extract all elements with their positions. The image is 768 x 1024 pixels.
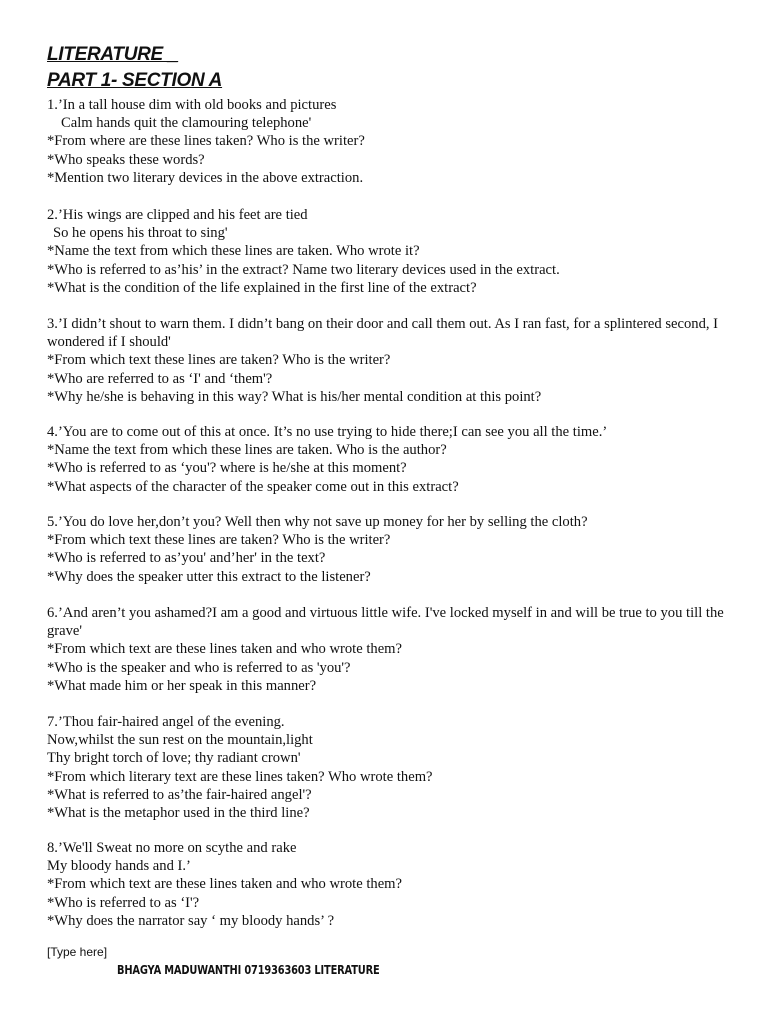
- question-line: *Who is the speaker and who is referred to as 'you'?: [47, 659, 351, 676]
- question-line: *Name the text from which these lines are taken. Who wrote it?: [47, 243, 420, 260]
- question-line: My bloody hands and I.’: [47, 858, 191, 875]
- question-line: 7.’Thou fair-haired angel of the evening.: [47, 714, 285, 730]
- question-line: *Who is referred to as’you' and’her' in the text?: [47, 550, 326, 567]
- document-title: LITERATURE _: [47, 44, 179, 65]
- question-line: *Why does the speaker utter this extract to the listener?: [47, 568, 371, 585]
- document-subtitle: PART 1- SECTION A: [47, 70, 223, 91]
- question-6: [47, 604, 737, 695]
- question-line: So he opens his throat to sing': [53, 225, 228, 242]
- question-line: *What is the condition of the life explained in the first line of the extract?: [47, 279, 477, 296]
- question-line: *Why does the narrator say ‘ my bloody hands’ ?: [47, 912, 335, 929]
- question-line: *Who is referred to as’his’ in the extract? Name two literary devices used in the extract.: [47, 261, 560, 278]
- question-line: 6.’And aren’t you ashamed?I am a good and virtuous little wife. I've locked myself in and will be true to you till the grave': [47, 605, 724, 640]
- question-2: [47, 206, 737, 297]
- question-line: 1.’In a tall house dim with old books and pictures: [47, 97, 337, 113]
- question-line: 8.’We'll Sweat no more on scythe and rake: [47, 840, 297, 856]
- question-line: Now,whilst the sun rest on the mountain,light: [47, 732, 313, 749]
- question-line: *From where are these lines taken? Who is the writer?: [47, 133, 365, 150]
- question-1: [47, 96, 737, 187]
- question-5: [47, 513, 737, 586]
- question-line: 4.’You are to come out of this at once. It’s no use trying to hide there;I can see you all the time.’: [47, 424, 608, 440]
- question-3: [47, 315, 737, 406]
- question-line: Thy bright torch of love; thy radiant crown': [47, 750, 301, 767]
- question-line: *What made him or her speak in this manner?: [47, 677, 317, 694]
- question-line: *Who speaks these words?: [47, 151, 205, 168]
- question-8: [47, 839, 737, 930]
- question-line: *From which text these lines are taken? Who is the writer?: [47, 532, 391, 549]
- question-line: *What is referred to as’the fair-haired angel'?: [47, 786, 312, 803]
- question-line: Calm hands quit the clamouring telephone': [61, 115, 312, 132]
- question-line: *What aspects of the character of the speaker come out in this extract?: [47, 478, 459, 495]
- question-line: *What is the metaphor used in the third line?: [47, 805, 310, 822]
- question-line: *From which text these lines are taken? Who is the writer?: [47, 352, 391, 369]
- question-line: *Why he/she is behaving in this way? What is his/her mental condition at this point?: [47, 388, 542, 405]
- question-line: *Who is referred to as ‘you'? where is he/she at this moment?: [47, 460, 407, 477]
- question-line: *Mention two literary devices in the above extraction.: [47, 169, 364, 186]
- question-line: *From which text are these lines taken and who wrote them?: [47, 641, 403, 658]
- question-line: 2.’His wings are clipped and his feet are tied: [47, 207, 308, 223]
- question-4: [47, 423, 737, 496]
- footer-placeholder: [Type here]: [47, 945, 108, 959]
- question-line: 3.’I didn’t shout to warn them. I didn’t bang on their door and call them out. As I ran fast, for a splintered second, I wondered if I should': [47, 316, 719, 351]
- question-line: *Who are referred to as ‘I' and ‘them'?: [47, 370, 273, 387]
- question-line: *From which text are these lines taken and who wrote them?: [47, 876, 403, 893]
- question-line: *Name the text from which these lines are taken. Who is the author?: [47, 442, 447, 459]
- footer-text: BHAGYA MADUWANTHI 0719363603 LITERATURE: [117, 963, 380, 977]
- question-7: [47, 713, 737, 822]
- question-line: *Who is referred to as ‘I'?: [47, 894, 200, 911]
- question-line: *From which literary text are these lines taken? Who wrote them?: [47, 768, 433, 785]
- question-line: 5.’You do love her,don’t you? Well then why not save up money for her by selling the cloth?: [47, 514, 588, 530]
